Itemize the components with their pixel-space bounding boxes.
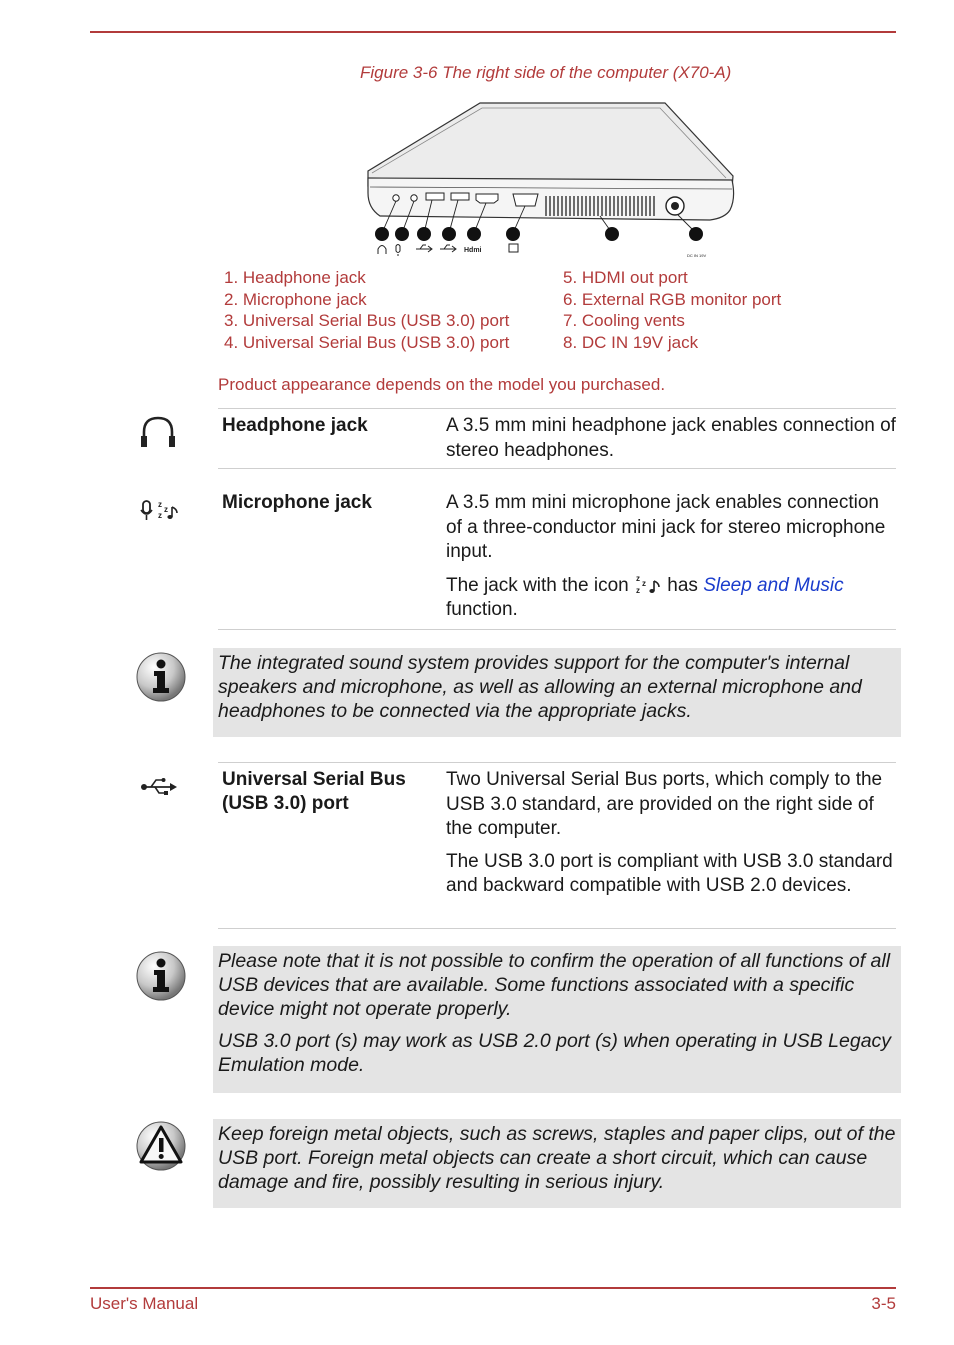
usb-icon — [140, 776, 180, 796]
usb-port-description: Two Universal Serial Bus ports, which comply to the USB 3.0 standard, are provided on the right side of the computer. The USB 3.0 port is compliant with USB 3.0 standard and backward compatible with USB 2.0 devices. — [446, 769, 893, 896]
table-rule — [218, 629, 896, 630]
svg-text:z: z — [641, 578, 646, 588]
microphone-sleep-music-icon — [139, 498, 181, 522]
legend-item: 8. DC IN 19V jack — [563, 333, 699, 353]
usb-port-1 — [426, 193, 444, 200]
svg-text:z: z — [158, 500, 162, 509]
table-rule — [218, 408, 896, 409]
rgb-glyph-icon — [509, 244, 518, 252]
legend-item: 3. Universal Serial Bus (USB 3.0) port — [224, 311, 510, 331]
usb-glyph-icon-1 — [416, 245, 432, 252]
microphone-jack-description: A 3.5 mm mini microphone jack enables connection of a three-conductor mini jack for stereo microphone input. The jack with the icon z z z has Sleep and Music function. — [446, 491, 896, 631]
footer-page-number: 3-5 — [871, 1294, 896, 1313]
info-icon — [135, 950, 187, 1002]
legend-item: 1. Headphone jack — [224, 268, 366, 287]
microphone-jack-term: Microphone jack — [222, 492, 372, 513]
laptop-right-side-illustration — [360, 98, 740, 263]
usb-port-term: Universal Serial Bus (USB 3.0) port — [222, 769, 406, 814]
legend-item: 2. Microphone jack — [224, 289, 367, 309]
headphone-icon — [139, 415, 177, 449]
legend-item: 7. Cooling vents — [563, 311, 685, 331]
note-sound-system: The integrated sound system provides support for the computer's internal speakers and microphone, as well as allowing an external microphone and headphones to be connected via the appropriate jacks. — [213, 648, 901, 737]
legend-item: 6. External RGB monitor port — [563, 289, 782, 309]
headphone-glyph-icon — [378, 246, 386, 255]
headphone-jack-description: A 3.5 mm mini headphone jack enables connection of stereo headphones. — [446, 415, 896, 461]
svg-text:z: z — [635, 573, 640, 583]
figure-caption: Figure 3-6 The right side of the computer (X70-A) — [360, 63, 732, 82]
headphone-port — [393, 195, 399, 201]
warning-icon — [135, 1120, 187, 1172]
table-rule — [218, 468, 896, 469]
rgb-port — [513, 194, 538, 206]
usb-port-2 — [451, 193, 469, 200]
microphone-glyph-icon — [396, 245, 400, 257]
hdmi-port — [476, 194, 498, 203]
sleep-music-sentence: The jack with the icon z z z has Sleep and Music function. — [446, 573, 844, 620]
legend-right — [563, 267, 781, 354]
legend-item: 4. Universal Serial Bus (USB 3.0) port — [224, 333, 510, 353]
info-icon — [135, 651, 187, 703]
warning-metal-objects: Keep foreign metal objects, such as screws, staples and paper clips, out of the USB port. Foreign metal objects can create a short circuit, which can cause damage and fire, possibly resulting in serious injury. — [213, 1119, 901, 1208]
svg-text:z: z — [635, 585, 640, 595]
header-rule — [90, 31, 896, 33]
usb-glyph-icon-2 — [440, 245, 456, 252]
hdmi-glyph-label: Hdmi — [464, 247, 482, 254]
sleep-and-music-link[interactable]: Sleep and Music — [703, 574, 844, 596]
table-rule — [218, 762, 896, 763]
dc-in-glyph-label: DC IN 19V — [687, 253, 707, 258]
legend-left — [224, 267, 509, 354]
note-usb-compatibility: Please note that it is not possible to confirm the operation of all functions of all USB devices that are available. Some functions associated with a specific device might not operate properly. USB 3.0 port (s) may work as USB 2.0 port (s) when operating in USB Legacy Emulation mode. — [213, 946, 901, 1093]
microphone-port — [411, 195, 417, 201]
callout-markers — [375, 227, 703, 241]
svg-text:z: z — [158, 511, 162, 520]
footer-manual-title: User's Manual — [90, 1294, 199, 1313]
appearance-note: Product appearance depends on the model you purchased. — [218, 375, 666, 394]
headphone-jack-term: Headphone jack — [222, 415, 368, 436]
svg-text:z: z — [164, 505, 168, 514]
sleep-music-inline-icon — [634, 573, 662, 595]
legend-item: 5. HDMI out port — [563, 268, 688, 287]
footer-rule — [90, 1287, 896, 1289]
table-rule — [218, 928, 896, 929]
